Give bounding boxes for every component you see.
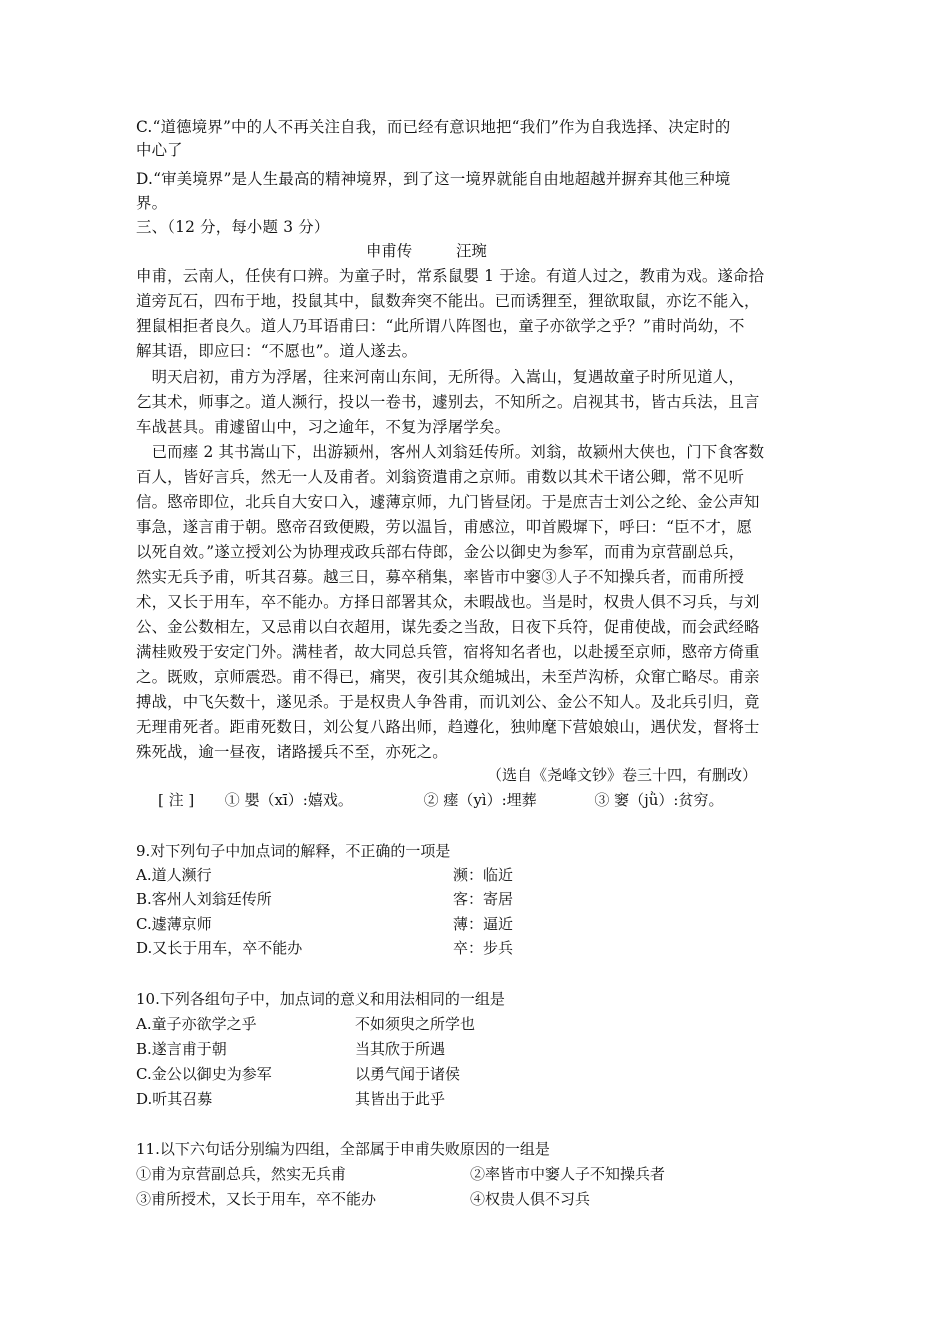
q9-stem: 9.对下列句子中加点词的解释，不正确的一项是 [136, 842, 451, 860]
passage-author: 汪琬 [456, 242, 487, 260]
note-3: ③ 窭（jǜ）:贫穷。 [594, 791, 724, 809]
passage-line: 之。既败，京师震恐。甫不得已，痛哭，夜引其众缒城出，未至芦沟桥，众窜亡略尽。甫亲 [136, 668, 760, 686]
passage-line: 公、金公数相左，又忌甫以白衣超用，谋先委之当敌，日夜下兵符，促甫使战，而会武经略 [136, 618, 760, 636]
q11-item-1: ①甫为京营副总兵，然实无兵甫 [136, 1165, 347, 1183]
q11-item-4: ④权贵人俱不习兵 [470, 1190, 591, 1208]
q10-stem: 10.下列各组句子中，加点词的意义和用法相同的一组是 [136, 990, 505, 1008]
passage-line: 乞其术，师事之。道人濒行，投以一卷书，遽别去，不知所之。启视其书，皆古兵法，且言 [136, 393, 760, 411]
option-d-line-1: D.“审美境界”是人生最高的精神境界，到了这一境界就能自由地超越并摒弃其他三种境 [136, 170, 731, 188]
passage-line: 然实无兵予甫，听其召募。越三日，募卒稍集，率皆市中窭③人子不知操兵者，而甫所授 [136, 568, 745, 586]
annotations [158, 789, 723, 811]
passage-line: 满桂败殁于安定门外。满桂者，故大同总兵管，宿将知名者也，以赴援至京师，愍帝方倚重 [136, 643, 760, 661]
q10-option-c-left: C.金公以御史为参军 [136, 1065, 272, 1083]
notes-label: [ 注 ] [158, 791, 195, 809]
q10-option-d-left: D.听其召募 [136, 1090, 213, 1108]
section-heading: 三、（12 分，每小题 3 分） [136, 218, 330, 236]
passage-line: 无理甫死者。距甫死数日，刘公复八路出师，趋遵化，独帅麾下营娘娘山，遇伏发，督将士 [136, 718, 760, 736]
passage-line: 术，又长于用车，卒不能办。方择日部署其众，未暇战也。当是时，权贵人俱不习兵，与刘 [136, 593, 760, 611]
passage-line: 事急，遂言甫于朝。愍帝召致便殿，劳以温旨，甫感泣，叩首殿墀下，呼曰：“臣不才，愿 [136, 518, 753, 536]
passage-line: 狸鼠相拒者良久。道人乃耳语甫曰：“此所谓八阵图也，童子亦欲学之乎？”甫时尚幼，不 [136, 317, 745, 335]
option-c-line-1: C.“道德境界”中的人不再关注自我，而已经有意识地把“我们”作为自我选择、决定时的 [136, 118, 731, 136]
passage-line: 信。愍帝即位，北兵自大安口入，遽薄京师，九门皆昼闭。于是庶吉士刘公之纶、金公声知 [136, 493, 760, 511]
passage-line: 申甫，云南人，任侠有口辨。为童子时，常系鼠嬰 1 于途。有道人过之，教甫为戏。遂命拾 [136, 267, 765, 285]
q10-option-a-right: 不如须臾之所学也 [355, 1015, 476, 1033]
passage-line: 已而瘗 2 其书嵩山下，出游颍州，客州人刘翁廷传所。刘翁，故颍州大侠也，门下食客数 [136, 443, 765, 461]
note-2: ② 瘗（yì）:埋葬 [423, 791, 537, 809]
q11-item-2: ②率皆市中窭人子不知操兵者 [470, 1165, 666, 1183]
q10-option-b-left: B.遂言甫于朝 [136, 1040, 227, 1058]
passage-line: 以死自效。”遂立授刘公为协理戎政兵部右侍郎，金公以御史为参军，而甫为京营副总兵， [136, 543, 745, 561]
option-c-line-2: 中心了 [136, 141, 183, 159]
passage-title: 申甫传 [366, 242, 413, 260]
q10-option-c-right: 以勇气闻于诸侯 [355, 1065, 461, 1083]
passage-line: 明天启初，甫方为浮屠，往来河南山东间，无所得。入嵩山，复遇故童子时所见道人， [136, 368, 745, 386]
q11-item-3: ③甫所授术，又长于用车，卒不能办 [136, 1190, 377, 1208]
q9-gloss-a: 濒：临近 [453, 866, 514, 884]
q9-gloss-c: 薄：逼近 [453, 915, 514, 933]
q10-option-b-right: 当其欣于所遇 [355, 1040, 446, 1058]
q9-option-d: D.又长于用车，卒不能办 [136, 939, 303, 957]
q9-gloss-b: 客：寄居 [453, 890, 514, 908]
q10-option-d-right: 其皆出于此乎 [355, 1090, 446, 1108]
q10-option-a-left: A.童子亦欲学之乎 [136, 1015, 257, 1033]
passage-line: 搏战，中飞矢数十，遂见杀。于是权贵人争咎甫，而讥刘公、金公不知人。及北兵引归，竟 [136, 693, 760, 711]
note-1: ① 嬰（xī）:嬉戏。 [224, 791, 353, 809]
passage-line: 殊死战，逾一昼夜，诸路援兵不至，亦死之。 [136, 743, 448, 761]
q9-option-c: C.遽薄京师 [136, 915, 212, 933]
passage-line: 解其语，即应曰：“不愿也”。道人遂去。 [136, 342, 418, 360]
passage-line: 道旁瓦石，四布于地，投鼠其中，鼠数奔突不能出。已而诱狸至，狸欲取鼠，亦讫不能入， [136, 292, 760, 310]
q9-option-a: A.道人濒行 [136, 866, 212, 884]
passage-source: （选自《尧峰文钞》卷三十四，有删改） [487, 766, 758, 784]
q9-gloss-d: 卒：步兵 [453, 939, 514, 957]
q11-stem: 11.以下六句话分别编为四组，全部属于申甫失败原因的一组是 [136, 1140, 550, 1158]
option-d-line-2: 界。 [136, 194, 168, 212]
passage-line: 车战甚具。甫遽留山中，习之逾年，不复为浮屠学矣。 [136, 418, 511, 436]
q9-option-b: B.客州人刘翁廷传所 [136, 890, 272, 908]
passage-line: 百人，皆好言兵，然无一人及甫者。刘翁资遣甫之京师。甫数以其术干诸公卿，常不见听 [136, 468, 745, 486]
